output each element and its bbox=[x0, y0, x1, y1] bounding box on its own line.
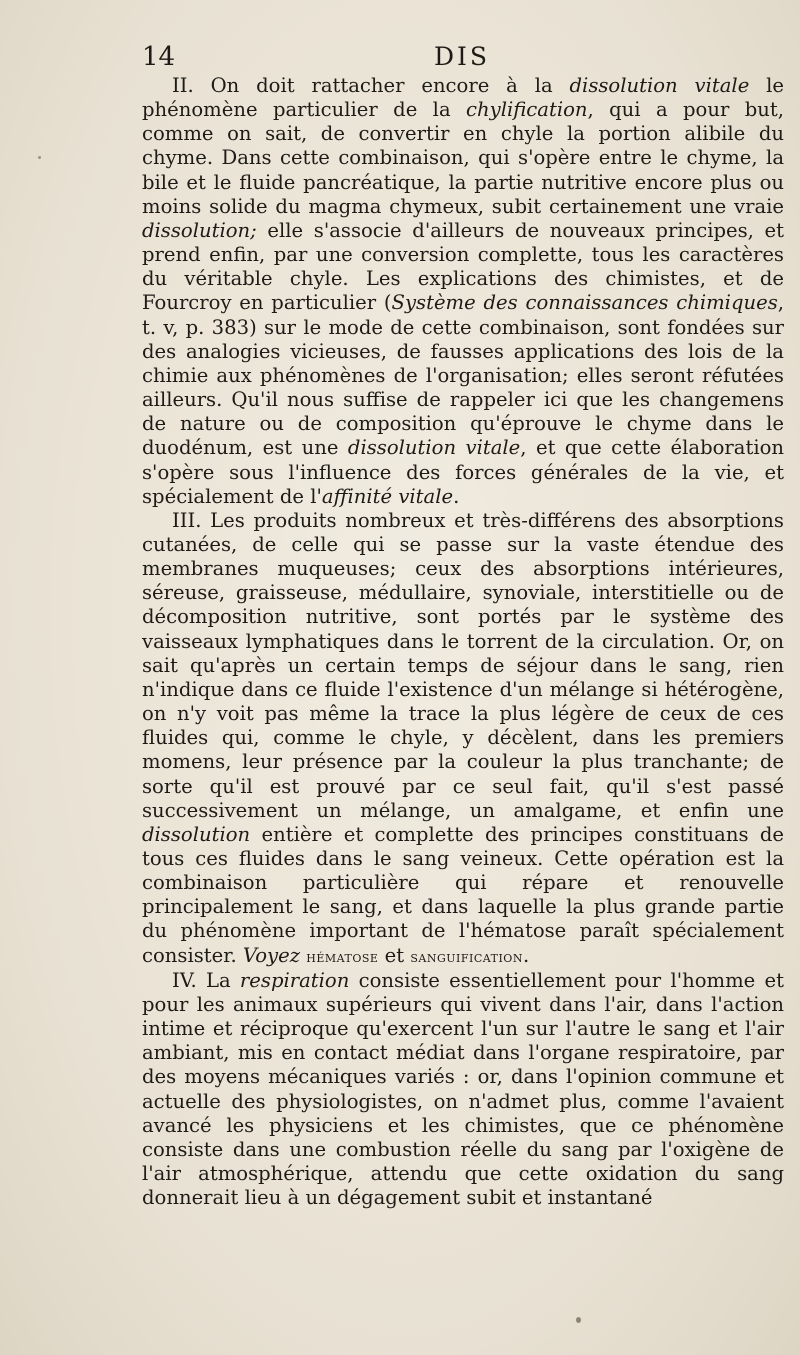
paragraph-absorptions: III. Les produits nombreux et très-différens des absorptions cutanées, de celle qui se passe sur la vaste étendue des membranes muqueuses; ceux des absorptions intérieures, séreuse, graisseuse, médullaire, synoviale, interstitielle ou de décomposition nutritive, sont portés par le système des vaisseaux lymphatiques dans le torrent de la circulation. Or, on sait qu'après un certain temps de séjour dans le sang, rien n'indique dans ce fluide l'existence d'un mélange si hétérogène, on n'y voit pas même la trace la plus légère de ceux de ces fluides qui, comme le chyle, y décèlent, dans les premiers momens, leur présence par la couleur la plus tranchante; de sorte qu'il est prouvé par ce seul fait, qu'il s'est passé successivement un mélange, un amalgame, et enfin une dissolution entière et complette des principes constituans de tous ces fluides dans le sang veineux. Cette opération est la combinaison particulière qui répare et renouvelle principalement le sang, et dans laquelle la plus grande partie du phénomène important de l'hématose paraît spécialement consister. Voyez hématose et sanguification. bbox=[142, 508, 784, 967]
body-text bbox=[142, 74, 784, 1210]
paper-speck bbox=[38, 156, 41, 159]
cross-reference-term: sanguification bbox=[410, 946, 523, 966]
paragraph-respiration: IV. La respiration consiste essentiellement pour l'homme et pour les animaux supérieurs qui vivent dans l'air, dans l'action intime et réciproque qu'exercent l'un sur l'autre le sang et l'air ambiant, mis en contact médiat dans l'organe respiratoire, par des moyens mécaniques variés : or, dans l'opinion commune et actuelle des physiologistes, on n'admet plus, comme l'avaient avancé les physiciens et les chimistes, que ce phénomène consiste dans une combustion réelle du sang par l'oxigène de l'air atmosphérique, attendu que cette oxidation du sang donnerait lieu à un dégagement subit et instantané bbox=[142, 968, 784, 1210]
running-head: DIS bbox=[433, 42, 491, 71]
emphasis: dissolution bbox=[142, 822, 251, 846]
cross-reference: Voyez bbox=[242, 943, 301, 967]
emphasis: dissolution vitale bbox=[569, 74, 750, 97]
emphasis: respiration bbox=[239, 968, 350, 992]
emphasis: dissolution vitale bbox=[347, 436, 521, 460]
emphasis: affinité vitale bbox=[321, 484, 454, 508]
emphasis: chylification bbox=[466, 98, 588, 122]
paragraph-chylification: II. On doit rattacher encore à la dissolution vitale le phénomène particulier de la chylification, qui a pour but, comme on sait, de convertir en chyle la portion alibile du chyme. Dans cette combinaison, qui s'opère entre le chyme, la bile et le fluide pancréatique, la partie nutritive encore plus ou moins solide du magma chymeux, subit certainement une vraie dissolution; elle s'associe d'ailleurs de nouveaux principes, et prend enfin, par une conversion complette, tous les caractères du véritable chyle. Les explications des chimistes, et de Fourcroy en particulier (Système des connaissances chimiques, t. v, p. 383) sur le mode de cette combinaison, sont fondées sur des analogies vicieuses, de fausses applications des lois de la chimie aux phénomènes de l'organisation; elles seront réfutées ailleurs. Qu'il nous suffise de rappeler ici que les changemens de nature ou de composition qu'éprouve le chyme dans le duodénum, est une dissolution vitale, et que cette élaboration s'opère sous l'influence des forces générales de la vie, et spécialement de l'affinité vitale. bbox=[142, 74, 785, 508]
page-number: 14 bbox=[142, 42, 176, 72]
page-header bbox=[142, 40, 782, 74]
cross-reference-term: hématose bbox=[306, 946, 379, 966]
emphasis: dissolution; bbox=[142, 218, 257, 242]
book-title: Système des connaissances chimiques bbox=[391, 291, 778, 315]
paper-stain bbox=[576, 1317, 581, 1323]
